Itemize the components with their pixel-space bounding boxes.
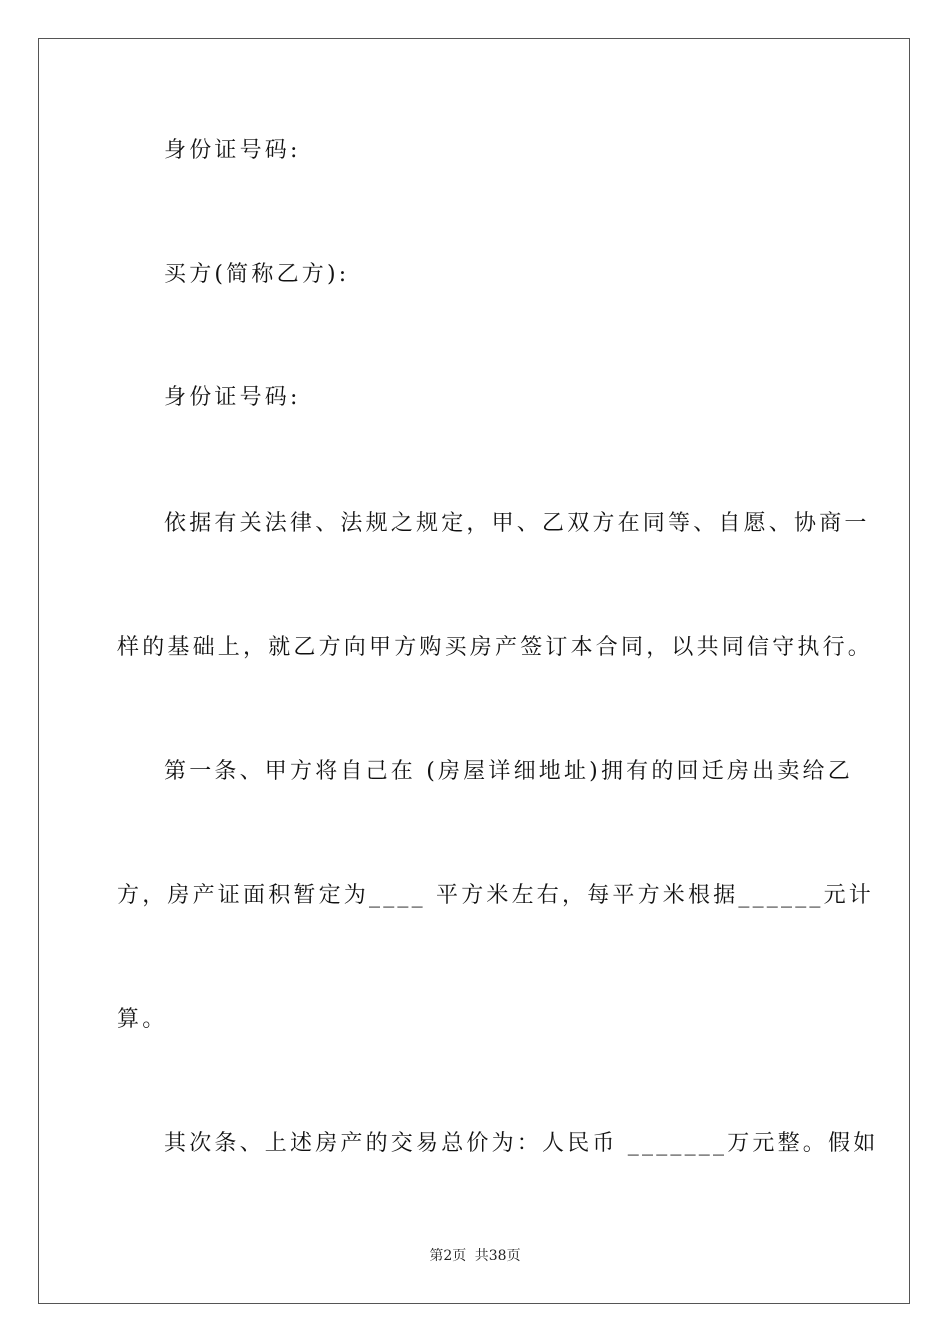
- article-1-line-2: 方，房产证面积暂定为____ 平方米左右，每平方米根据______元计: [117, 883, 874, 908]
- id-number-label-seller: 身份证号码:: [164, 138, 301, 163]
- article-1-line-1: 第一条、甲方将自己在 (房屋详细地址)拥有的回迁房出卖给乙: [164, 759, 853, 784]
- page-footer: [0, 1247, 950, 1265]
- page-total: 共38页: [474, 1248, 521, 1264]
- page-number: 第2页: [429, 1248, 467, 1264]
- paragraph-intro-line-2: 样的基础上，就乙方向甲方购买房产签订本合同，以共同信守执行。: [117, 635, 874, 660]
- article-1-line-3: 算。: [117, 1007, 168, 1032]
- article-2-line-1: 其次条、上述房产的交易总价为：人民币 _______万元整。假如: [164, 1131, 879, 1156]
- paragraph-intro-line-1: 依据有关法律、法规之规定，甲、乙双方在同等、自愿、协商一: [164, 511, 870, 536]
- buyer-label: 买方(简称乙方):: [164, 262, 350, 287]
- page-border: [38, 38, 910, 1304]
- id-number-label-buyer: 身份证号码:: [164, 385, 301, 410]
